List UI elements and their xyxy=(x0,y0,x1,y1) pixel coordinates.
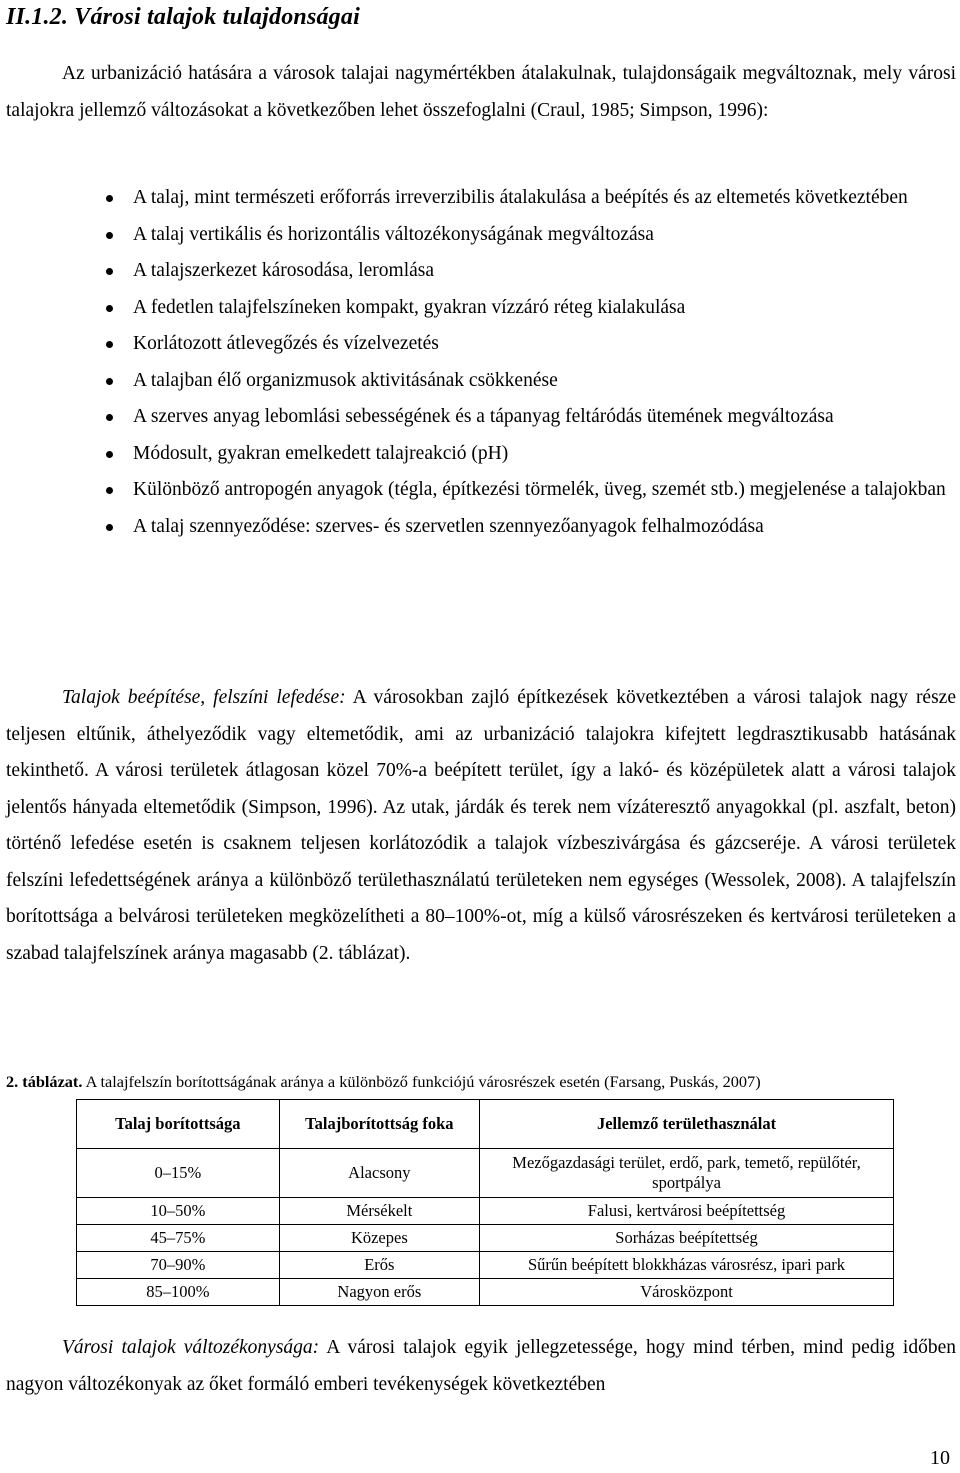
bullet-item: A szerves anyag lebomlási sebességének és a tápanyag feltáródás ütemének megváltozása xyxy=(133,399,956,436)
header-land-use: Jellemző területhasználat xyxy=(480,1100,894,1149)
table-caption-text: A talajfelszín borítottságának aránya a különböző funkciójú városrészek esetén (Farsang, Puskás, 2007) xyxy=(82,1072,761,1091)
bullet-item: Különböző antropogén anyagok (tégla, építkezési törmelék, üveg, szemét stb.) megjelenése a talajokban xyxy=(133,472,956,509)
changes-bullet-list xyxy=(133,180,956,545)
table-cell: 10–50% xyxy=(77,1198,280,1225)
bullet-item: A talaj vertikális és horizontális változékonyságának megváltozása xyxy=(133,217,956,254)
header-coverage: Talaj borítottsága xyxy=(77,1100,280,1149)
table-cell: Alacsony xyxy=(279,1149,479,1198)
sealing-lead: Talajok beépítése, felszíni lefedése: xyxy=(62,687,346,708)
table-cell: 45–75% xyxy=(77,1225,280,1252)
table-cell: Mezőgazdasági terület, erdő, park, temető, repülőtér, sportpálya xyxy=(480,1149,894,1198)
table-cell: Sűrűn beépített blokkházas városrész, ipari park xyxy=(480,1252,894,1279)
variability-paragraph xyxy=(6,1330,956,1403)
coverage-table xyxy=(76,1099,894,1306)
table-row xyxy=(77,1225,894,1252)
table-caption xyxy=(6,1072,956,1092)
sealing-text: A városokban zajló építkezések következtében a városi talajok nagy része teljesen eltűnik, áthelyeződik vagy eltemetődik, ami az urbanizáció talajokra kifejtett legdrasztikusabb hatásának tekinthető. A városi területek átlagosan közel 70%-a beépített terület, így a lakó- és középületek alatt a városi talajok jelentős hányada eltemetődik (Simpson, 1996). Az utak, járdák és terek nem vízáteresztő anyagokkal (pl. aszfalt, beton) történő lefedése esetén is csaknem teljesen korlátozódik a talajok vízbeszivárgása és gázcseréje. A városi területek felszíni lefedettségének aránya a különböző területhasználatú területeken nem egységes (Wessolek, 2008). A talajfelszín borítottsága a belvárosi területeken megközelítheti a 80–100%-ot, míg a külső városrészeken és kertvárosi területeken a szabad talajfelszínek aránya magasabb (2. táblázat). xyxy=(6,687,956,964)
table-cell: Nagyon erős xyxy=(279,1279,479,1306)
table-row xyxy=(77,1198,894,1225)
bullet-item: A talajszerkezet károsodása, leromlása xyxy=(133,253,956,290)
table-cell: 70–90% xyxy=(77,1252,280,1279)
table-cell: Városközpont xyxy=(480,1279,894,1306)
table-cell: 0–15% xyxy=(77,1149,280,1198)
table-cell: Falusi, kertvárosi beépítettség xyxy=(480,1198,894,1225)
table-cell: Erős xyxy=(279,1252,479,1279)
table-cell: 85–100% xyxy=(77,1279,280,1306)
table-cell: Közepes xyxy=(279,1225,479,1252)
bullet-item: Korlátozott átlevegőzés és vízelvezetés xyxy=(133,326,956,363)
table-cell: Sorházas beépítettség xyxy=(480,1225,894,1252)
section-title: II.1.2. Városi talajok tulajdonságai xyxy=(6,4,360,30)
bullet-item: A talaj szennyeződése: szerves- és szervetlen szennyezőanyagok felhalmozódása xyxy=(133,509,956,546)
table-row xyxy=(77,1149,894,1198)
variability-lead: Városi talajok változékonysága: xyxy=(62,1337,320,1358)
table-header-row xyxy=(77,1100,894,1149)
table-row xyxy=(77,1279,894,1306)
bullet-item: A talajban élő organizmusok aktivitásának csökkenése xyxy=(133,363,956,400)
bullet-item: A talaj, mint természeti erőforrás irreverzibilis átalakulása a beépítés és az eltemetés következtében xyxy=(133,180,956,217)
page-number: 10 xyxy=(930,1447,950,1469)
header-coverage-degree: Talajborítottság foka xyxy=(279,1100,479,1149)
table-caption-label: 2. táblázat. xyxy=(6,1072,83,1091)
variability-text: A városi talajok egyik jellegzetessége, hogy mind térben, mind pedig időben nagyon változékonyak az őket formáló emberi tevékenységek következtében xyxy=(6,1337,956,1395)
table-row xyxy=(77,1252,894,1279)
table-cell: Mérsékelt xyxy=(279,1198,479,1225)
bullet-item: Módosult, gyakran emelkedett talajreakció (pH) xyxy=(133,436,956,473)
sealing-paragraph xyxy=(6,680,956,972)
intro-paragraph: Az urbanizáció hatására a városok talajai nagymértékben átalakulnak, tulajdonságaik megváltoznak, mely városi talajokra jellemző változásokat a következőben lehet összefoglalni (Craul, 1985; Simpson, 1996): xyxy=(6,63,956,121)
bullet-item: A fedetlen talajfelszíneken kompakt, gyakran vízzáró réteg kialakulása xyxy=(133,290,956,327)
